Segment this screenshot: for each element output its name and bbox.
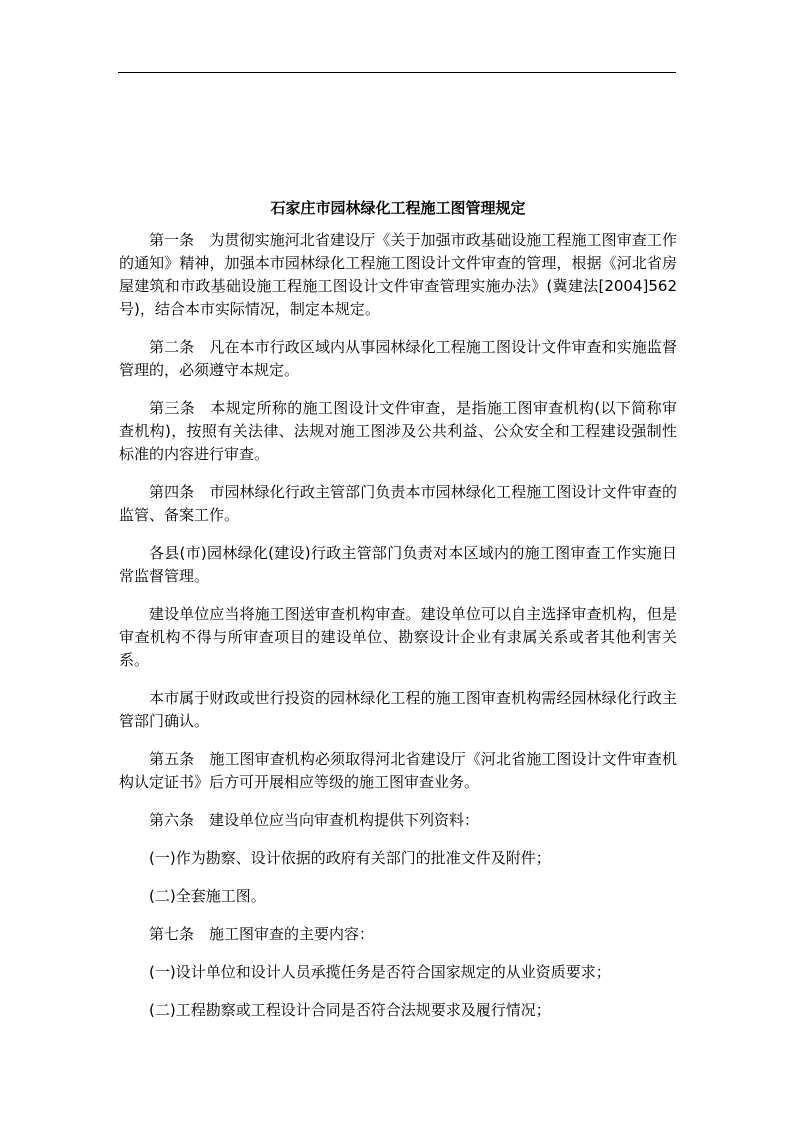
article-4-county-supervision: 各县(市)园林绿化(建设)行政主管部门负责对本区域内的施工图审查工作实施日常监督管理。: [119, 544, 677, 585]
article-6-item-2: (二)全套施工图。: [149, 887, 266, 905]
article-6-item-1: (一)作为勘察、设计依据的政府有关部门的批准文件及附件；: [149, 849, 551, 867]
article-5: 第五条 施工图审查机构必须取得河北省建设厅《河北省施工图设计文件审查机构认定证书》后方可开展相应等级的施工图审查业务。: [119, 750, 677, 791]
article-4-financed-projects: 本市属于财政或世行投资的园林绿化工程的施工图审查机构需经园林绿化行政主管部门确认。: [119, 689, 677, 730]
document-body: [119, 196, 677, 1037]
article-6: 第六条 建设单位应当向审查机构提供下列资料：: [149, 811, 480, 829]
article-2: 第二条 凡在本市行政区域内从事园林绿化工程施工图设计文件审查和实施监督管理的，必须遵守本规定。: [119, 338, 677, 379]
article-3: 第三条 本规定所称的施工图设计文件审查，是指施工图审查机构(以下简称审查机构)，按照有关法律、法规对施工图涉及公共利益、公众安全和工程建设强制性标准的内容进行审查。: [119, 399, 677, 463]
article-4: 第四条 市园林绿化行政主管部门负责本市园林绿化工程施工图设计文件审查的监管、备案工作。: [119, 483, 677, 524]
article-7: 第七条 施工图审查的主要内容：: [149, 925, 375, 943]
header-rule: [118, 72, 676, 73]
article-7-item-1: (一)设计单位和设计人员承揽任务是否符合国家规定的从业资质要求；: [149, 963, 611, 981]
article-1: 第一条 为贯彻实施河北省建设厅《关于加强市政基础设施工程施工图审查工作的通知》精神，加强本市园林绿化工程施工图设计文件审查的管理，根据《河北省房屋建筑和市政基础设施工程施工图设计文件审查管理实施办法》(冀建法[2004]562号)，结合本市实际情况，制定本规定。: [119, 231, 677, 318]
article-7-item-2: (二)工程勘察或工程设计合同是否符合法规要求及履行情况；: [149, 1001, 551, 1019]
article-4-construction-unit: 建设单位应当将施工图送审查机构审查。建设单位可以自主选择审查机构，但是审查机构不得与所审查项目的建设单位、勘察设计企业有隶属关系或者其他利害关系。: [119, 605, 677, 669]
document-title: 石家庄市园林绿化工程施工图管理规定: [270, 199, 526, 217]
